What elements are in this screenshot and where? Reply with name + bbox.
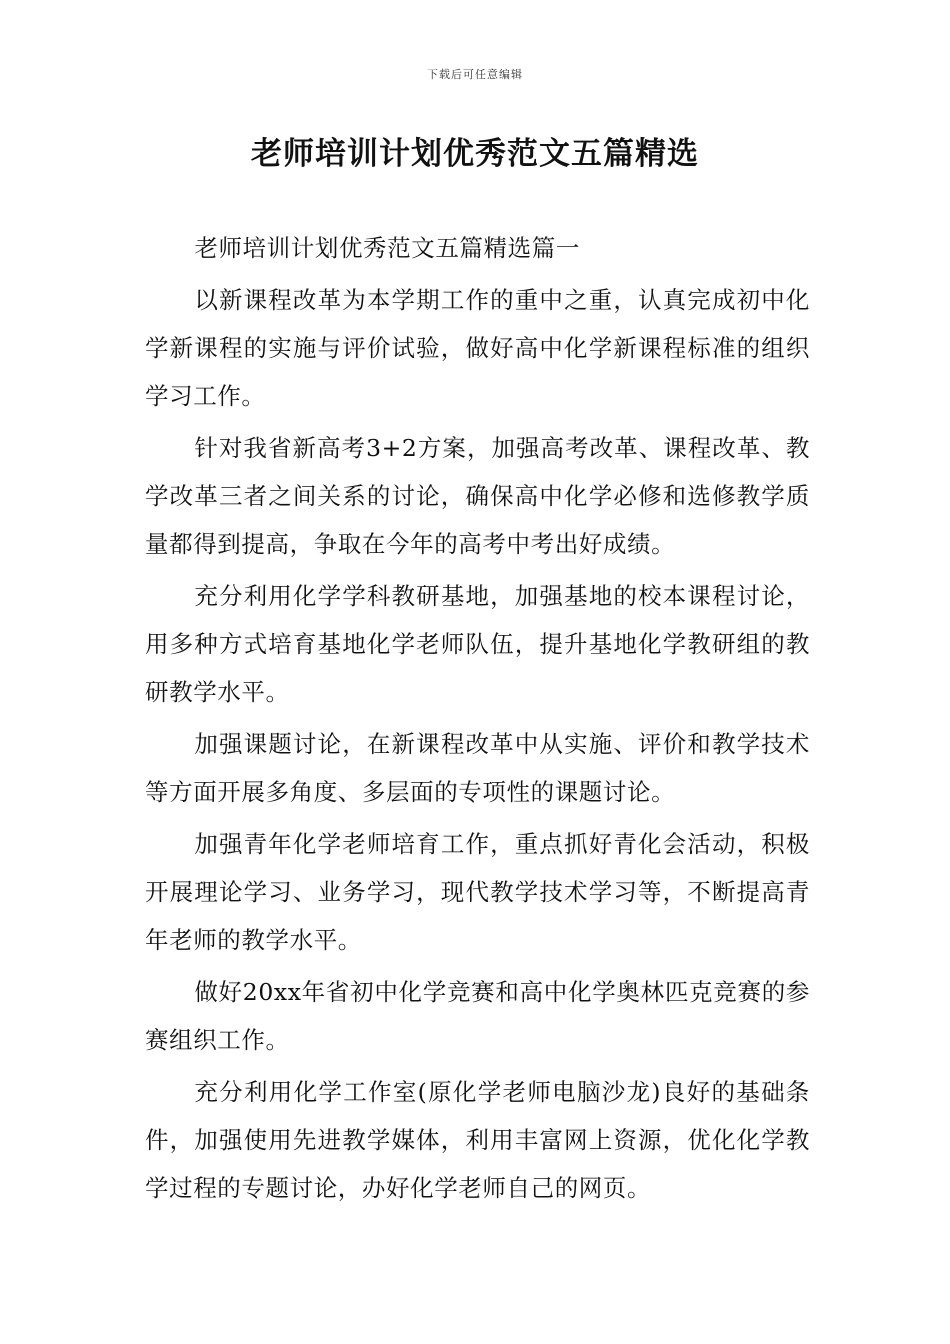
section-heading: 老师培训计划优秀范文五篇精选篇一 xyxy=(194,234,580,262)
document-title: 老师培训计划优秀范文五篇精选 xyxy=(251,136,699,172)
paragraph: 充分利用化学工作室(原化学老师电脑沙龙)良好的基础条件，加强使用先进教学媒体，利用丰富网上资源，优化化学教学过程的专题讨论，办好化学老师自己的网页。 xyxy=(145,1078,810,1202)
paragraph: 针对我省新高考3+2方案，加强高考改革、课程改革、教学改革三者之间关系的讨论，确保高中化学必修和选修教学质量都得到提高，争取在今年的高考中考出好成绩。 xyxy=(145,434,810,558)
paragraph: 加强课题讨论，在新课程改革中从实施、评价和教学技术等方面开展多角度、多层面的专项性的课题讨论。 xyxy=(145,730,810,806)
header-note: 下载后可任意编辑 xyxy=(427,68,523,81)
paragraph: 加强青年化学老师培育工作，重点抓好青化会活动，积极开展理论学习、业务学习，现代教学技术学习等，不断提高青年老师的教学水平。 xyxy=(145,830,810,954)
paragraph: 做好20xx年省初中化学竞赛和高中化学奥林匹克竞赛的参赛组织工作。 xyxy=(145,978,810,1054)
document-body xyxy=(145,224,810,1216)
paragraph: 以新课程改革为本学期工作的重中之重，认真完成初中化学新课程的实施与评价试验，做好高中化学新课程标准的组织学习工作。 xyxy=(145,286,810,410)
paragraph: 充分利用化学学科教研基地，加强基地的校本课程讨论，用多种方式培育基地化学老师队伍，提升基地化学教研组的教研教学水平。 xyxy=(145,582,810,706)
